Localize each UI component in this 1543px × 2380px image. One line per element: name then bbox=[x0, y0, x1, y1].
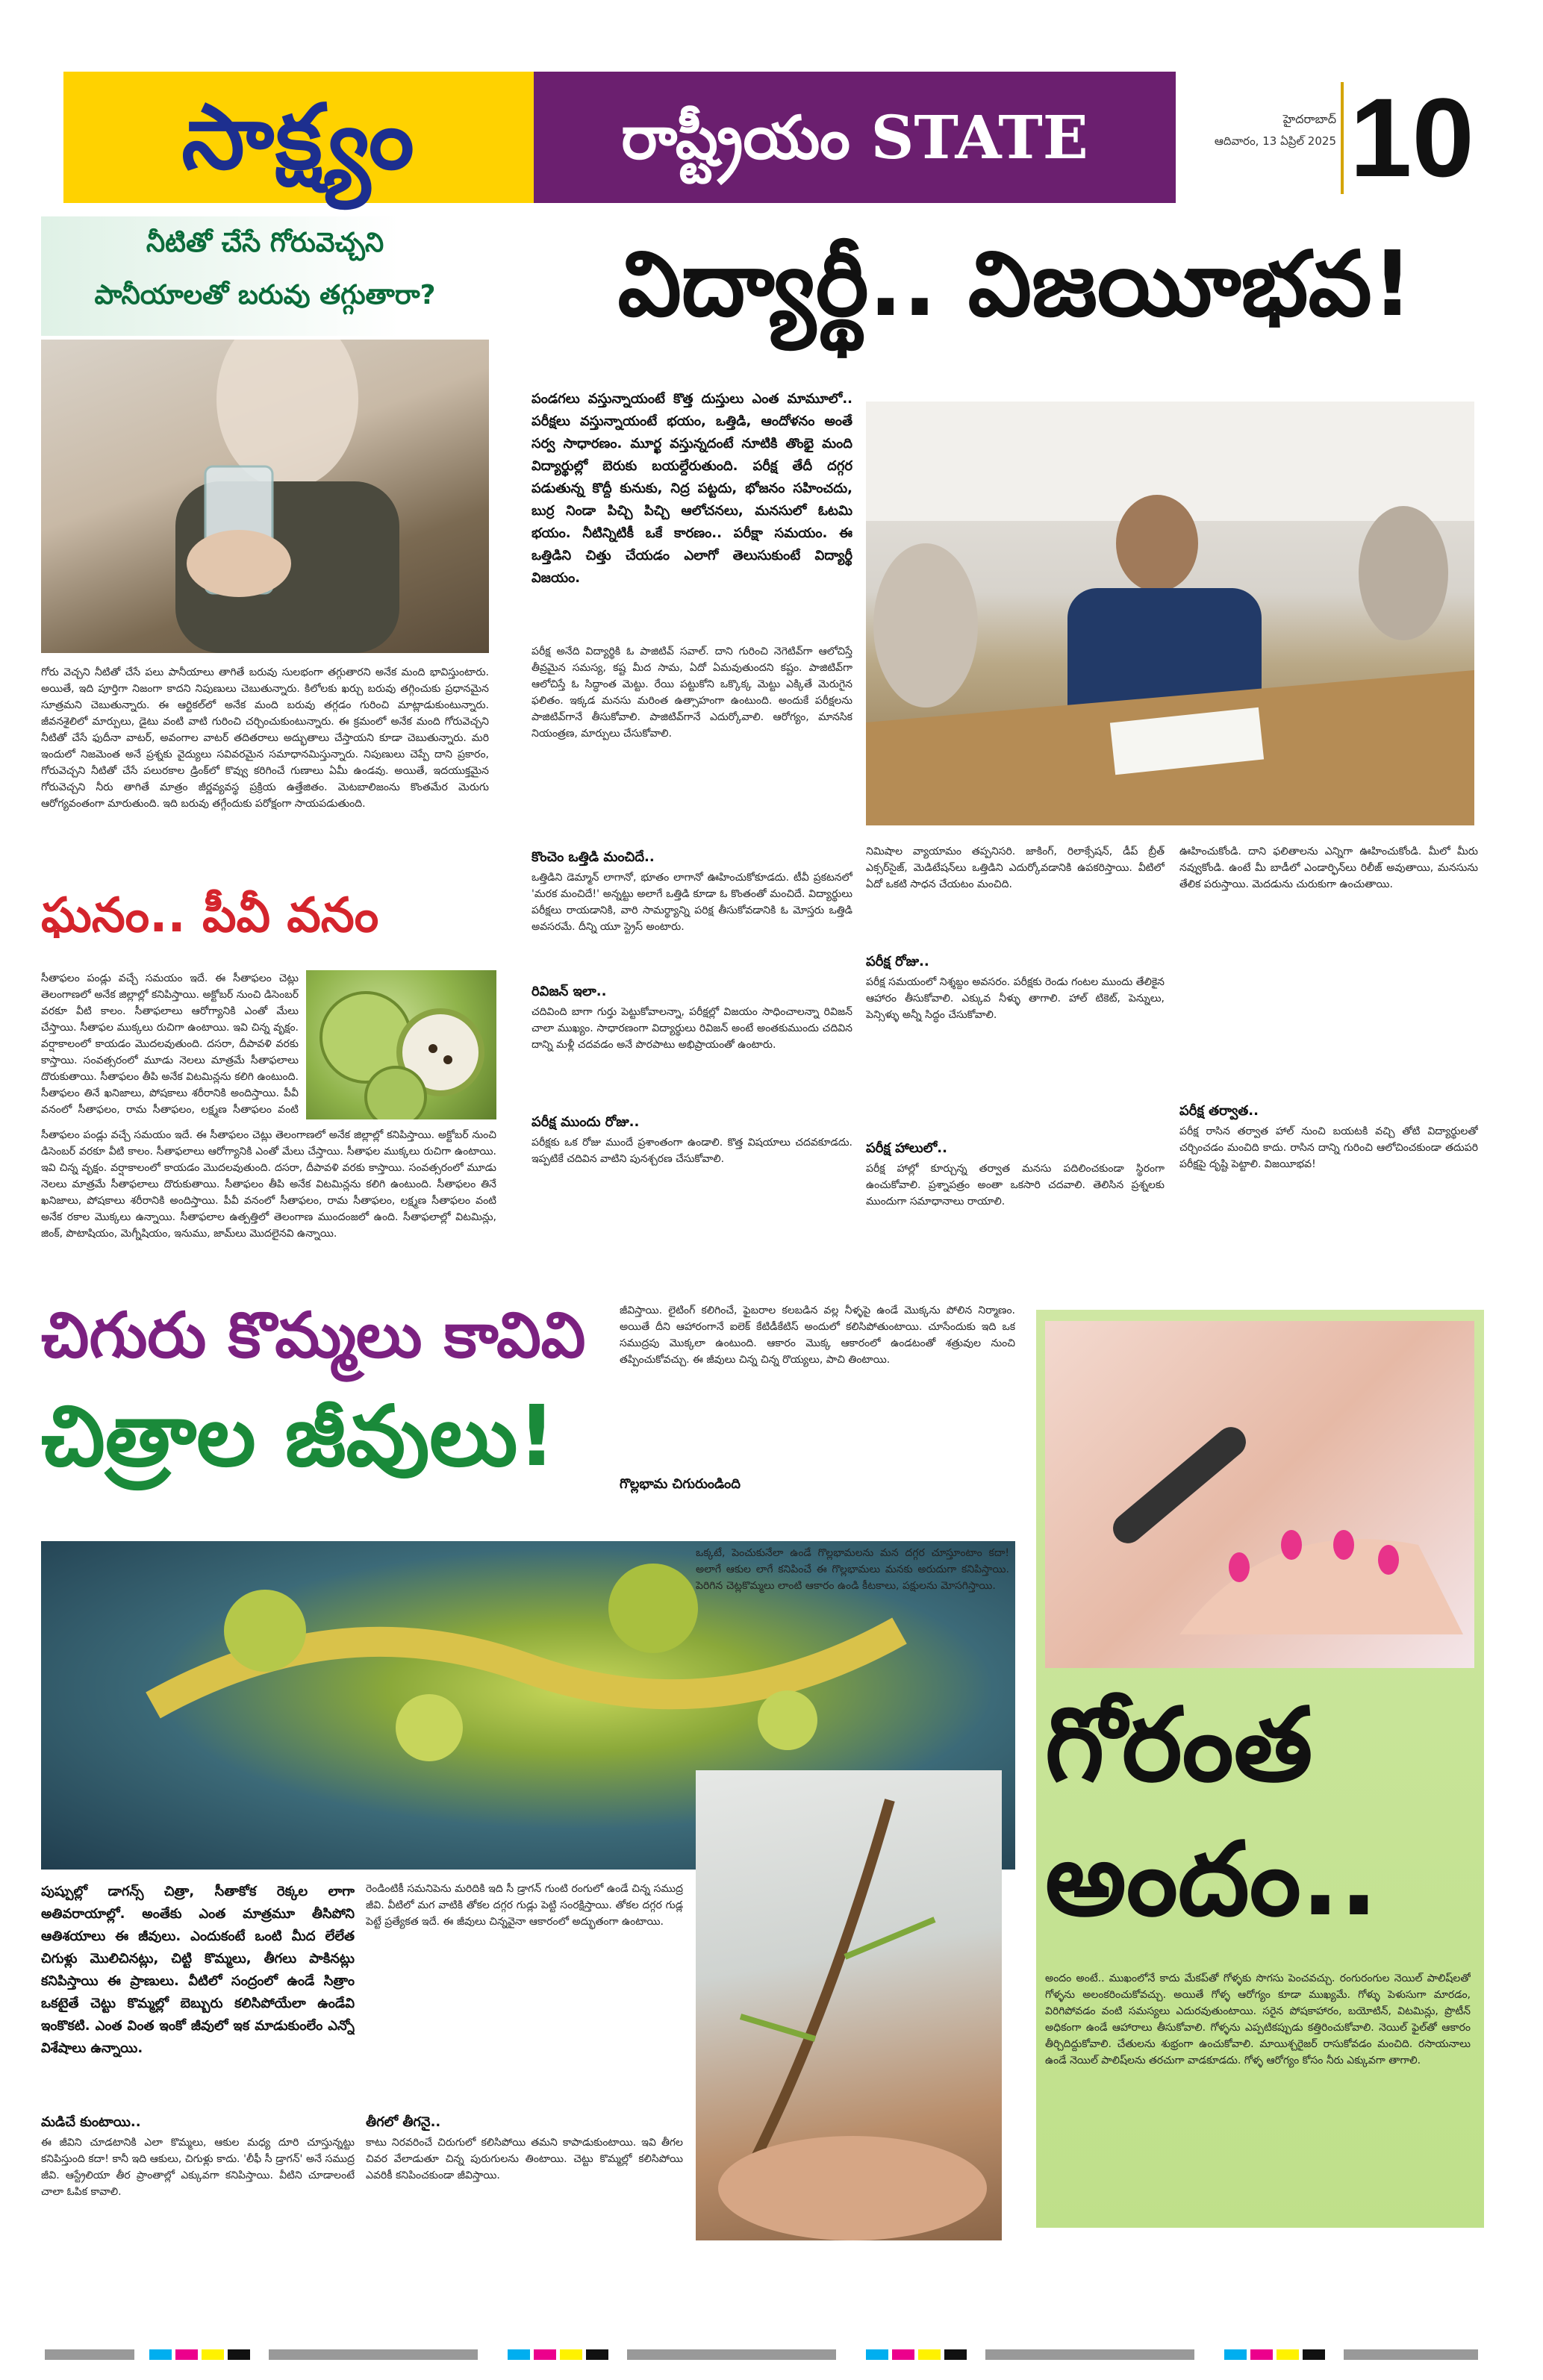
main-article-col3b: పరీక్ష రాసిన తర్వాత హాల్ నుంచి బయటకి వచ్చి తోటి విద్యార్థులతో చర్చించడం మంచిది కాదు. రాసిన దాన్ని గురించి ఆలోచించకుండా తదుపరి పరీక్షపై దృష్టి పెట్టాలి. విజయీభవ! bbox=[1179, 1125, 1478, 1170]
page-number: 10 bbox=[1350, 75, 1474, 200]
color-bar-magenta-4 bbox=[1250, 2349, 1273, 2360]
main-subhead-exam-day: పరీక్ష రోజు.. bbox=[866, 954, 929, 969]
color-bar-black-3 bbox=[944, 2349, 967, 2360]
seahorse-headline-line1: చిగురు కొమ్మలు కావివి bbox=[41, 1299, 586, 1372]
main-article-col1c: చదివింది బాగా గుర్తు పెట్టుకోవాలన్నా, పరీక్షల్లో విజయం సాధించాలన్నా రివిజన్ చాలా ముఖ్యం. సాధారణంగా విద్యార్థులు రివిజన్ అంటే అంతకుముందు చదివిన దాన్ని మళ్లీ చదవడం అనే పొరపాటు అభిప్రాయంతో ఉంటారు. bbox=[532, 1006, 852, 1051]
color-bar-gray-3 bbox=[627, 2349, 836, 2360]
pv-article-body: సీతాఫలం పండ్లు వచ్చే సమయం ఇదే. ఈ సీతాఫలం చెట్లు తెలంగాణలో అనేక జిల్లాల్లో కనిపిస్తాయి. అక్టోబర్ నుంచి డిసెంబర్ వరకూ వీటి కాలం. సీతాఫలాలు ఆరోగ్యానికి ఎంతో మేలు చేస్తాయి. సీతాఫల ముక్కలు రుచిగా ఉంటాయి. ఇవి చిన్న వృక్షం. వర్షాకాలంలో కాయడం మొదలవుతుంది. దసరా, దీపావళి వరకు కాస్తాయి. సంవత్సరంలో మూడు నెలలు మాత్రమే సీతాఫలాలు దొరుకుతాయి. సీతాఫలం తీపి అనేక విటమిన్లను కలిగి ఉంటుంది. సీతాఫలం తినే ఖనిజాలు, పోషకాలు శరీరానికి అందిస్తాయి. పీవీ వనంలో సీతాఫలం, రామ సీతాఫలం, లక్ష్మణ సీతాఫలం వంటి అనేక రకాల మొక్కలు ఉన్నాయి. సీతాఫలాల ఉత్పత్తిలో తెలంగాణ ముందంజలో ఉంది. సీతాఫలాల్లో విటమిన్లు, జింక్, పొటాషియం, మెగ్నీషియం, ఇనుము, జామ్‌లు మొదలైనవి ఉన్నాయి. bbox=[41, 1129, 496, 1240]
woman-drinking-water-photo bbox=[41, 340, 489, 653]
dateline-city: హైదరాబాద్ bbox=[1282, 112, 1336, 126]
newspaper-logo: సాక్ష్యం bbox=[181, 86, 416, 190]
main-article-col3: ఊహించుకోండి. దాని ఫలితాలను ఎన్నిగా ఊహించుకోండి. మీలో మీరు నవ్వుకోండి. ఉంటే మీ బాడీలో ఎండార్ఫిన్‌లు రిలీజ్ అవుతాయి, మనసును తేలిక పరుస్తాయి. మెదడును చురుకుగా ఉంచుతాయి. bbox=[1179, 846, 1478, 890]
main-article-col2: నిమిషాల వ్యాయామం తప్పనిసరి. జాకింగ్, రిలాక్సేషన్, డీప్ బ్రీత్ ఎక్సర్‌సైజ్, మెడిటేషన్‌లు ఒత్తిడిని ఎదుర్కోవడానికి ఉపకరిస్తాయి. వీటిలో ఏదో ఒకటి సాధన చేయటం మంచిది. bbox=[866, 846, 1165, 890]
color-bar-yellow-4 bbox=[1277, 2349, 1299, 2360]
main-subhead-exam-hall: పరీక్ష హాలులో.. bbox=[866, 1140, 947, 1156]
main-article-col1d: పరీక్షకు ఒక రోజు ముందే ప్రశాంతంగా ఉండాలి. కొత్త విషయాలు చదవకూడదు. ఇప్పటికే చదివిన వాటిని పునశ్చరణ చేసుకోవాలి. bbox=[532, 1137, 852, 1165]
main-subhead-stress: కొంచెం ఒత్తిడి మంచిదే.. bbox=[532, 849, 655, 865]
color-bar-gray-5 bbox=[1344, 2349, 1478, 2360]
main-article-col2c: పరీక్ష హాల్లో కూర్చున్న తర్వాత మనసు పదిలించకుండా స్థిరంగా ఉంచుకోవాలి. ప్రశ్నాపత్రం అంతా ఒకసారి చదవాలి. తెలిసిన ప్రశ్నలకు ముందుగా సమాధానాలు రాయాలి. bbox=[866, 1163, 1165, 1208]
nail-headline-line2: అందం.. bbox=[1045, 1821, 1379, 1939]
nail-article-body: అందం అంటే.. ముఖంలోనే కాదు మేకప్‌తో గోళ్ళకు సొగసు పెంచవచ్చు. రంగురంగుల నెయిల్ పాలిష్‌లతో గోళ్ళను అలంకరించుకోవచ్చు. అయితే గోళ్ళ ఆరోగ్యం కూడా ముఖ్యమే. గోళ్ళు పెళుసుగా మారడం, విరిగిపోవడం వంటి సమస్యలు ఎదురవుతుంటాయి. సరైన పోషకాహారం, బయోటిన్, విటమిన్లు, ప్రొటీన్ అధికంగా ఉండే ఆహారాలు తీసుకోవాలి. గోళ్ళను ఎప్పటికప్పుడు కత్తిరించుకోవాలి. నెయిల్ ఫైల్‌తో ఆకారం తీర్చిదిద్దుకోవాలి. చేతులను శుభ్రంగా ఉంచుకోవాలి. మాయిశ్చరైజర్ రాసుకోవడం మంచిది. రసాయనాలు ఉండే నెయిల్ పాలిష్‌లను తరచుగా వాడకూడదు. గోళ్ళ ఆరోగ్యం కోసం నీరు ఎక్కువగా తాగాలి. bbox=[1045, 1973, 1471, 2067]
color-bar-magenta bbox=[175, 2349, 198, 2360]
color-bar-black-4 bbox=[1303, 2349, 1325, 2360]
color-bar-gray-4 bbox=[985, 2349, 1194, 2360]
seahorse-bottom-col2: రెండింటికీ సమనిపెను మరిదికి ఇది సీ డ్రాగన్ గుంటి రంగులో ఉండే చిన్న సముద్ర జీవి. వీటిలో మగ వాటికి తోకల దగ్గర గుడ్లు పెట్టి సంరక్షిస్తాయి. తోకల దగ్గర గుడ్ల పెట్టే ప్రత్యేకత ఇదే. ఈ జీవులు చిన్నవైనా ఆకారంలో అద్భుతంగా ఉంటాయి. bbox=[366, 1883, 683, 1928]
section-title: రాష్ట్రీయం STATE bbox=[621, 102, 1088, 172]
masthead-divider bbox=[1341, 82, 1344, 194]
pv-article-body-top: సీతాఫలం పండ్లు వచ్చే సమయం ఇదే. ఈ సీతాఫలం చెట్లు తెలంగాణలో అనేక జిల్లాల్లో కనిపిస్తాయి. అక్టోబర్ నుంచి డిసెంబర్ వరకూ వీటి కాలం. సీతాఫలాలు ఆరోగ్యానికి ఎంతో మేలు చేస్తాయి. సీతాఫల ముక్కలు రుచిగా ఉంటాయి. ఇవి చిన్న వృక్షం. వర్షాకాలంలో కాయడం మొదలవుతుంది. దసరా, దీపావళి వరకు కాస్తాయి. సంవత్సరంలో మూడు నెలలు మాత్రమే సీతాఫలాలు దొరుకుతాయి. సీతాఫలం తీపి అనేక విటమిన్లను కలిగి ఉంటుంది. సీతాఫలం తినే ఖనిజాలు, పోషకాలు శరీరానికి అందిస్తాయి. పీవీ వనంలో సీతాఫలం, రామ సీతాఫలం, లక్ష్మణ సీతాఫలం వంటి bbox=[41, 972, 299, 1116]
seahorse-subhead-vine: తీగలో తీగనై.. bbox=[366, 2114, 441, 2130]
water-headline-line2: పానీయాలతో బరువు తగ్గుతారా? bbox=[94, 280, 436, 310]
color-bar-yellow-2 bbox=[560, 2349, 582, 2360]
seahorse-top-col2: ఒక్కటే, పెంచుకునేలా ఉండే గొల్లభామలను మన దగ్గర చూస్తూంటాం కదా! అలాగే ఆకుల లాగే కనిపించే ఈ గొల్లభామలు మనకు అరుదుగా కనిపిస్తాయి. పెరిగిన చెట్లకొమ్మలు లాంటి ఆకారం ఉండి కీటకాలు, పక్షులను మోసగిస్తాయి. bbox=[696, 1547, 1009, 1592]
seahorse-bottom-col1b: ఈ జీవిని చూడటానికి ఎలా కొమ్మలు, ఆకుల మధ్య దూరి చూస్తున్నట్టు కనిపిస్తుంది కదా! కానీ ఇది ఆకులు, చిగుళ్లు కాదు. 'లీఫీ సీ డ్రాగన్' అనే సముద్ర జీవి. ఆస్ట్రేలియా తీర ప్రాంతాల్లో ఎక్కువగా కనిపిస్తాయి. వీటిని చూడాలంటే చాలా ఓపిక కావాలి. bbox=[41, 2137, 355, 2198]
manicure-photo bbox=[1045, 1321, 1474, 1668]
main-article-col1b: ఒత్తిడిని డెమ్మాన్ లాగానో, భూతం లాగానో ఊహించుకోకూడదు. టీవీ ప్రకటనలో 'మరక మంచిదే!' అన్నట్టు అలాగే ఒత్తిడి కూడా ఓ కొంతంతో మంచిదే. విద్యార్థులు పరీక్షలు రాయడానికి, వారి సామర్థ్యాన్ని పరిక్ష తీసుకోవడానికి ఓ మోస్తరు ఒత్తిడి అవసరమే. దీన్ని యూ స్ట్రెస్ అంటారు. bbox=[532, 872, 852, 933]
custard-apple-icon bbox=[306, 970, 496, 1119]
main-article-intro: పండగలు వస్తున్నాయంటే కొత్త దుస్తులు ఎంత మామూలో.. పరీక్షలు వస్తున్నాయంటే భయం, ఒత్తిడి, ఆందోళనం అంతే సర్వ సాధారణం. మూర్ఖ వస్తున్నదంటే నూటికి తొంభై మంది విద్యార్థుల్లో బెరుకు బయల్దేరుతుంది. పరీక్ష తేదీ దగ్గర పడుతున్న కొద్దీ కునుకు, నిద్ర పట్టదు, భోజనం సహించదు, బుర్ర నిండా పిచ్చి పిచ్చి ఆలోచనలు, మనసులో ఓటమి భయం. నీటిన్నిటికీ ఒకే కారణం.. పరీక్షా సమయం. ఈ ఒత్తిడిని చిత్తు చేయడం ఎలాగో తెలుసుకుంటే విద్యార్థీ విజయం. bbox=[532, 391, 852, 586]
dateline-date: ఆదివారం, 13 ఏప్రిల్ 2025 bbox=[1214, 134, 1336, 148]
main-subhead-revision: రివిజన్ ఇలా.. bbox=[532, 984, 607, 999]
color-bar-black-2 bbox=[586, 2349, 608, 2360]
water-glass-icon bbox=[41, 340, 489, 653]
color-bar-cyan bbox=[149, 2349, 172, 2360]
color-bar-cyan-3 bbox=[866, 2349, 888, 2360]
color-bar-gray bbox=[45, 2349, 134, 2360]
seahorse-subhead-grasshopper: గొల్లభామ చిగురుండింది bbox=[620, 1476, 741, 1492]
main-subhead-day-before: పరీక్ష ముందు రోజు.. bbox=[532, 1114, 640, 1130]
main-article-col2b: పరీక్ష సమయంలో నిశ్శబ్దం అవసరం. పరీక్షకు రెండు గంటల ముందు తేలికైన ఆహారం తీసుకోవాలి. ఎక్కువ నీళ్ళు తాగాలి. హాల్ టికెట్, పెన్నులు, పెన్సిళ్ళు అన్నీ సిద్ధం చేసుకోవాలి. bbox=[866, 976, 1165, 1021]
color-bar-black bbox=[228, 2349, 250, 2360]
stick-insect-icon bbox=[696, 1770, 1002, 2240]
water-headline-line1: నీటితో చేసే గోరువెచ్చని bbox=[146, 228, 384, 258]
custard-apple-photo bbox=[306, 970, 496, 1119]
color-bar-yellow-3 bbox=[918, 2349, 941, 2360]
seahorse-subhead-hide: మడిచే కుంటాయి.. bbox=[41, 2114, 141, 2130]
seahorse-top-col1: జీవిస్తాయి. లైటింగ్ కలిగించే, ఫైబరాల కలబడిన వల్ల నీళ్ళపై ఉండే మొక్కను పోలిన నిర్మాణం. అయితే దీని ఆహారంగానే ఐలెక్ కేటిడీకేటిస్ అందులో కలిసిపోతుంటాయి. చూసేందుకు ఇది ఒక సముద్రపు మొక్కలా ఉంటుంది. ఆకారం మొక్క ఆకారంలో ఉండటంతో శత్రువుల నుంచి తప్పించుకోవచ్చు. ఈ జీవులు చిన్న చిన్న రొయ్యలు, పాచి తింటాయి. bbox=[620, 1305, 1015, 1366]
color-bar-magenta-2 bbox=[534, 2349, 556, 2360]
nail-file-icon bbox=[1045, 1321, 1474, 1668]
seahorse-bottom-col1: పుష్పుల్లో డాగన్స్ చిత్రా, సీతాకోక రెక్కల లాగా అతివరాయాల్లో. అంతేకు ఎంత మాత్రమూ తీసిపోని ఆతిశయాలు ఈ జీవులు. ఎందుకంటే ఒంటి మీద లేలేత చిగుళ్లు మొలిచినట్లు, చిట్టి కొమ్మలు, తీగలు పాకినట్లు కనిపిస్తాయి ఈ ప్రాణులు. వీటిలో సంద్రంలో ఉండే సిత్రాం ఒకటైతే చెట్టు కొమ్మల్లో బెబ్బురు కలిసిపోయేలా ఉండేవి ఇంకొకటి. ఎంత వింత ఇంకో జీవులో ఇక మాడుకుంలేం ఎన్నో విశేషాలు ఉన్నాయి. bbox=[41, 1884, 355, 2056]
water-article-body: గోరు వెచ్చని నీటితో చేసే పలు పానీయాలు తాగితే బరువు సులభంగా తగ్గుతారని అనేక మంది భావిస్తుంటారు. అయితే, ఇది పూర్తిగా నిజంగా కాదని నిపుణులు చెబుతున్నారు. కిలోలకు ఖర్చు బరువు తగ్గించుకు ప్రధానమైన సూత్రమని చెబుతున్నారు. ఈ ఆర్టికల్‌లో అనేక మంది బరువు తగ్గడం గురించి మాట్లాడుకుంటున్నారు. జీవనశైలిలో మార్పులు, డైటు వంటి వాటి గురించి చర్చించుకుంటున్నారు. ఈ క్రమంలో అనేక మంది గోరువెచ్చని నీటితో చేసే ఫుదీనా వాటర్, అవంగాల వాటర్ తదితరాలు అద్భుతాలు చేస్తాయని కూడా చెబుతున్నారు. మరి ఇందులో నిజమెంత అనే ప్రశ్నకు వైద్యులు సవివరమైన సమాధానమిస్తున్నారు. నిపుణులు చెప్పే దాని ప్రకారం, గోరువెచ్చని నీటితో చేసే పలురకాల డ్రింక్‌లో కొవ్వు కరిగించే గుణాలు ఏమీ ఉండవు. అయితే, ఇదయుక్తమైన గోరువెచ్చని నీరు తాగితే మాత్రం జీర్ణవ్యవస్థ ప్రక్రియ ఉత్తేజితం. మెటబాలిజంను కొంతమేర మెరుగు ఆరోగ్యవంతంగా మారుతుంది. ఇది బరువు తగ్గేందుకు పరోక్షంగా సాయపడుతుంది. bbox=[41, 666, 489, 810]
color-bar-magenta-3 bbox=[892, 2349, 914, 2360]
color-bar-cyan-4 bbox=[1224, 2349, 1247, 2360]
main-article-col1: పరీక్ష అనేది విద్యార్థికి ఓ పాజిటివ్ సవాల్. దాని గురించి నెగెటివ్‌గా ఆలోచిస్తే తీవ్రమైన సమస్య, కష్ట మీద సామ, ఏదో ఏమవుతుందని కష్టం. పాజిటివ్‌గా ఆలోచిస్తే ఓ సిద్ధాంత మెట్టు. రేయి పట్టుకోని ఒక్కొక్క మెట్టు ఎక్కితే మెరుగైన ఫలితం. ఇక్కడ మనసు మరింత ఉత్సాహంగా ఉంటుంది. అందుకే పరీక్షలను పాజిటివ్‌గానే తీసుకోవాలి. పాజిటివ్‌గానే ఎదుర్కోవాలి. ఆరోగ్యం, మానసిక నియంత్రణ, మార్పులు చేసుకోవాలి. bbox=[532, 646, 852, 740]
nail-headline-line1: గోరంత bbox=[1045, 1687, 1313, 1805]
pv-vanam-headline: ఘనం.. పీవీ వనం bbox=[41, 888, 379, 943]
color-bar-yellow bbox=[202, 2349, 224, 2360]
exam-classroom-icon bbox=[866, 402, 1474, 825]
color-bar-gray-2 bbox=[269, 2349, 478, 2360]
seahorse-bottom-col2b: కాటు నిరవరించే చిరుగులో కలిసిపోయి తమని కాపాడుకుంటాయి. ఇవి తీగల చివర వేలాడుతూ చిన్న పురుగులను తింటాయి. చెట్టు కొమ్మల్లో కలిసిపోయి ఎవరికీ కనిపించకుండా జీవిస్తాయి. bbox=[366, 2137, 683, 2181]
main-subhead-after-exam: పరీక్ష తర్వాత.. bbox=[1179, 1103, 1259, 1119]
color-bar-cyan-2 bbox=[508, 2349, 530, 2360]
main-headline: విద్యార్థీ.. విజయీభవ! bbox=[617, 233, 1413, 337]
students-exam-photo bbox=[866, 402, 1474, 825]
seahorse-headline-line2: చిత్రాల జీవులు! bbox=[41, 1388, 556, 1485]
stick-insect-photo bbox=[696, 1770, 1002, 2240]
